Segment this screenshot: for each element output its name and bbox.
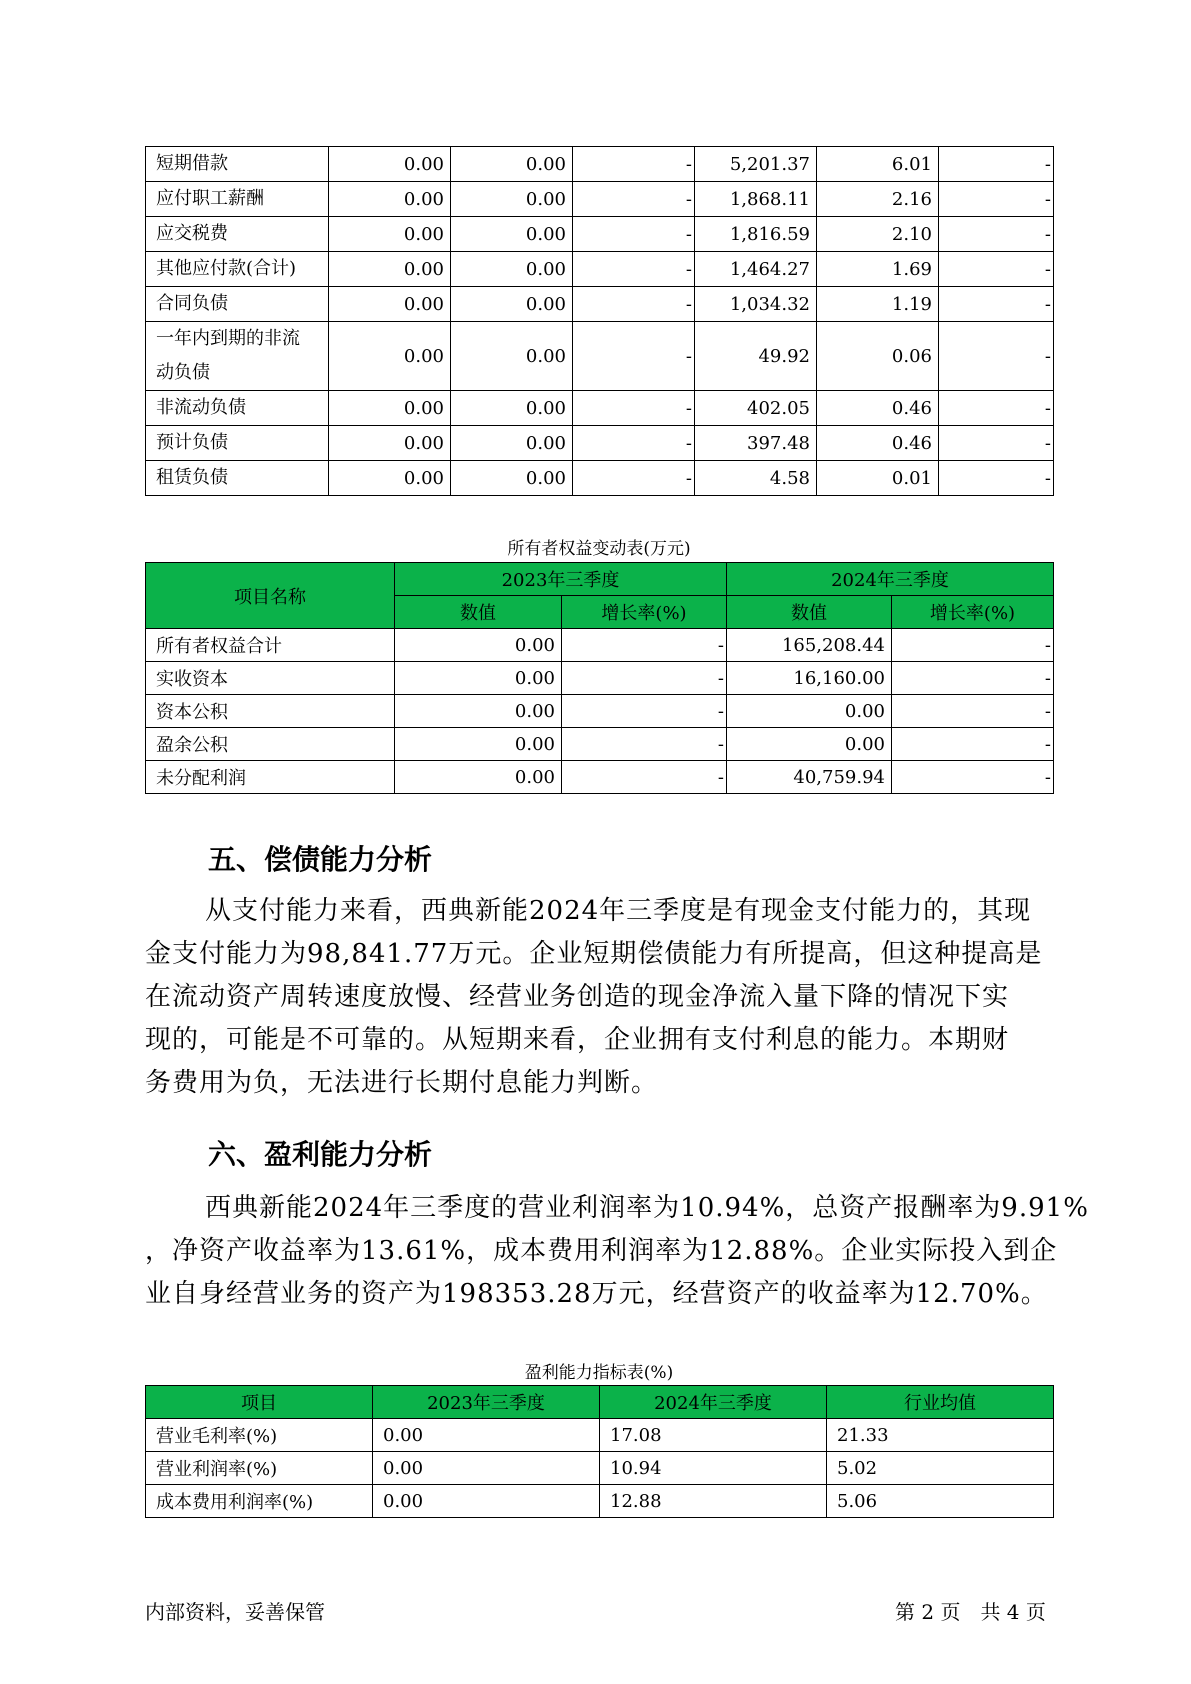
row-name: 预计负债 [146, 426, 329, 461]
cell-value: 0.00 [329, 461, 451, 496]
cell-value: 0.00 [329, 391, 451, 426]
cell-value: 0.00 [395, 728, 562, 761]
cell-value: 49.92 [695, 322, 817, 391]
page-number: 第 2 页 共 4 页 [895, 1600, 1046, 1624]
table-row [146, 629, 1054, 662]
table-row [146, 287, 1054, 322]
footer-confidential-note: 内部资料，妥善保管 [145, 1600, 325, 1624]
cell-growth: - [562, 761, 727, 794]
cell-growth: - [573, 426, 695, 461]
table-header-row [146, 1386, 1054, 1419]
cell-growth: - [562, 695, 727, 728]
cell-share: 0.00 [451, 147, 573, 182]
cell-value: 21.33 [827, 1419, 1054, 1452]
cell-share: 2.16 [817, 182, 939, 217]
cell-value: 1,034.32 [695, 287, 817, 322]
table-row [146, 1419, 1054, 1452]
cell-growth: - [573, 182, 695, 217]
row-name: 未分配利润 [146, 761, 395, 794]
cell-value: 17.08 [600, 1419, 827, 1452]
table-row [146, 1452, 1054, 1485]
cell-value: 16,160.00 [727, 662, 892, 695]
row-name-line: 一年内到期的非流 [156, 328, 300, 349]
cell-share: 0.46 [817, 426, 939, 461]
cell-value: 40,759.94 [727, 761, 892, 794]
cell-growth: - [939, 182, 1054, 217]
cell-share: 0.06 [817, 322, 939, 391]
cell-growth: - [892, 629, 1054, 662]
cell-growth: - [939, 426, 1054, 461]
section-heading-solvency: 五、偿债能力分析 [208, 843, 433, 876]
row-name: 所有者权益合计 [146, 629, 395, 662]
cell-value: 0.00 [329, 252, 451, 287]
paragraph-line: 现的，可能是不可靠的。从短期来看，企业拥有支付利息的能力。本期财 [145, 1025, 1010, 1055]
row-name: 实收资本 [146, 662, 395, 695]
cell-growth: - [939, 461, 1054, 496]
row-name: 非流动负债 [146, 391, 329, 426]
cell-value: 165,208.44 [727, 629, 892, 662]
header-2023: 2023年三季度 [395, 563, 727, 596]
table-row [146, 728, 1054, 761]
table-header-row [146, 563, 1054, 596]
table-row [146, 322, 1054, 391]
section-heading-profitability: 六、盈利能力分析 [208, 1138, 433, 1171]
profit-table [145, 1385, 1054, 1518]
profitability-paragraph [145, 1187, 1089, 1316]
subheader-growth: 增长率(%) [562, 596, 727, 629]
cell-share: 0.00 [451, 287, 573, 322]
cell-value: 4.58 [695, 461, 817, 496]
row-name: 成本费用利润率(%) [146, 1485, 373, 1518]
table-row [146, 695, 1054, 728]
paragraph-line: 从支付能力来看，西典新能2024年三季度是有现金支付能力的，其现 [205, 896, 1032, 926]
cell-value: 0.00 [373, 1485, 600, 1518]
row-name: 盈余公积 [146, 728, 395, 761]
cell-share: 2.10 [817, 217, 939, 252]
row-name: 应交税费 [146, 217, 329, 252]
table-row [146, 761, 1054, 794]
cell-value: 0.00 [727, 728, 892, 761]
table-row [146, 461, 1054, 496]
header-item: 项目 [146, 1386, 373, 1419]
row-name-line: 动负债 [156, 362, 210, 383]
paragraph-line: 西典新能2024年三季度的营业利润率为10.94%，总资产报酬率为9.91% [205, 1193, 1089, 1223]
cell-growth: - [573, 391, 695, 426]
cell-value: 0.00 [395, 629, 562, 662]
cell-value: 0.00 [329, 287, 451, 322]
cell-growth: - [939, 147, 1054, 182]
cell-value: 12.88 [600, 1485, 827, 1518]
cell-value: 0.00 [329, 217, 451, 252]
cell-value: 0.00 [329, 147, 451, 182]
cell-growth: - [573, 147, 695, 182]
cell-value: 397.48 [695, 426, 817, 461]
solvency-paragraph [145, 890, 1053, 1105]
cell-share: 0.00 [451, 461, 573, 496]
cell-value: 0.00 [373, 1452, 600, 1485]
cell-value: 5.02 [827, 1452, 1054, 1485]
cell-value: 0.00 [395, 662, 562, 695]
cell-growth: - [892, 695, 1054, 728]
cell-share: 1.69 [817, 252, 939, 287]
cell-growth: - [573, 287, 695, 322]
cell-growth: - [573, 252, 695, 287]
row-name [146, 322, 329, 391]
cell-value: 0.00 [329, 426, 451, 461]
cell-value: 0.00 [395, 695, 562, 728]
header-2024: 2024年三季度 [727, 563, 1054, 596]
cell-growth: - [939, 391, 1054, 426]
table-row [146, 252, 1054, 287]
cell-share: 0.00 [451, 182, 573, 217]
header-item: 项目名称 [146, 563, 395, 629]
cell-value: 5,201.37 [695, 147, 817, 182]
table-row [146, 182, 1054, 217]
cell-share: 0.00 [451, 391, 573, 426]
table-row [146, 391, 1054, 426]
liabilities-table [145, 146, 1054, 496]
cell-share: 0.01 [817, 461, 939, 496]
paragraph-line: ，净资产收益率为13.61%，成本费用利润率为12.88%。企业实际投入到企 [145, 1236, 1058, 1266]
cell-value: 0.00 [329, 322, 451, 391]
cell-growth: - [573, 322, 695, 391]
paragraph-line: 金支付能力为98,841.77万元。企业短期偿债能力有所提高，但这种提高是 [145, 939, 1043, 969]
paragraph-line: 业自身经营业务的资产为198353.28万元，经营资产的收益率为12.70%。 [145, 1279, 1048, 1309]
cell-value: 0.00 [395, 761, 562, 794]
cell-share: 0.46 [817, 391, 939, 426]
cell-growth: - [562, 662, 727, 695]
subheader-value: 数值 [395, 596, 562, 629]
subheader-value: 数值 [727, 596, 892, 629]
table-row [146, 1485, 1054, 1518]
cell-value: 0.00 [329, 182, 451, 217]
paragraph-line: 在流动资产周转速度放慢、经营业务创造的现金净流入量下降的情况下实 [145, 982, 1010, 1012]
cell-growth: - [573, 217, 695, 252]
cell-share: 1.19 [817, 287, 939, 322]
cell-share: 0.00 [451, 322, 573, 391]
cell-value: 1,816.59 [695, 217, 817, 252]
table-row [146, 147, 1054, 182]
cell-growth: - [562, 629, 727, 662]
cell-value: 10.94 [600, 1452, 827, 1485]
row-name: 应付职工薪酬 [146, 182, 329, 217]
header-2023: 2023年三季度 [373, 1386, 600, 1419]
cell-growth: - [939, 217, 1054, 252]
cell-value: 0.00 [373, 1419, 600, 1452]
row-name: 营业毛利率(%) [146, 1419, 373, 1452]
cell-share: 0.00 [451, 252, 573, 287]
row-name: 营业利润率(%) [146, 1452, 373, 1485]
table-row [146, 426, 1054, 461]
table-row [146, 217, 1054, 252]
cell-value: 402.05 [695, 391, 817, 426]
cell-growth: - [939, 322, 1054, 391]
row-name: 短期借款 [146, 147, 329, 182]
cell-growth: - [939, 252, 1054, 287]
header-2024: 2024年三季度 [600, 1386, 827, 1419]
row-name: 租赁负债 [146, 461, 329, 496]
cell-growth: - [892, 662, 1054, 695]
header-industry-avg: 行业均值 [827, 1386, 1054, 1419]
cell-growth: - [892, 728, 1054, 761]
subheader-growth: 增长率(%) [892, 596, 1054, 629]
cell-value: 1,464.27 [695, 252, 817, 287]
cell-share: 6.01 [817, 147, 939, 182]
equity-table-caption: 所有者权益变动表(万元) [507, 539, 691, 559]
cell-value: 0.00 [727, 695, 892, 728]
cell-value: 1,868.11 [695, 182, 817, 217]
row-name: 合同负债 [146, 287, 329, 322]
cell-growth: - [573, 461, 695, 496]
profit-table-caption: 盈利能力指标表(%) [524, 1363, 674, 1383]
cell-share: 0.00 [451, 426, 573, 461]
paragraph-line: 务费用为负，无法进行长期付息能力判断。 [145, 1068, 659, 1098]
cell-growth: - [892, 761, 1054, 794]
row-name: 资本公积 [146, 695, 395, 728]
row-name: 其他应付款(合计) [146, 252, 329, 287]
cell-growth: - [562, 728, 727, 761]
cell-share: 0.00 [451, 217, 573, 252]
cell-value: 5.06 [827, 1485, 1054, 1518]
table-row [146, 662, 1054, 695]
cell-growth: - [939, 287, 1054, 322]
equity-table [145, 562, 1054, 794]
